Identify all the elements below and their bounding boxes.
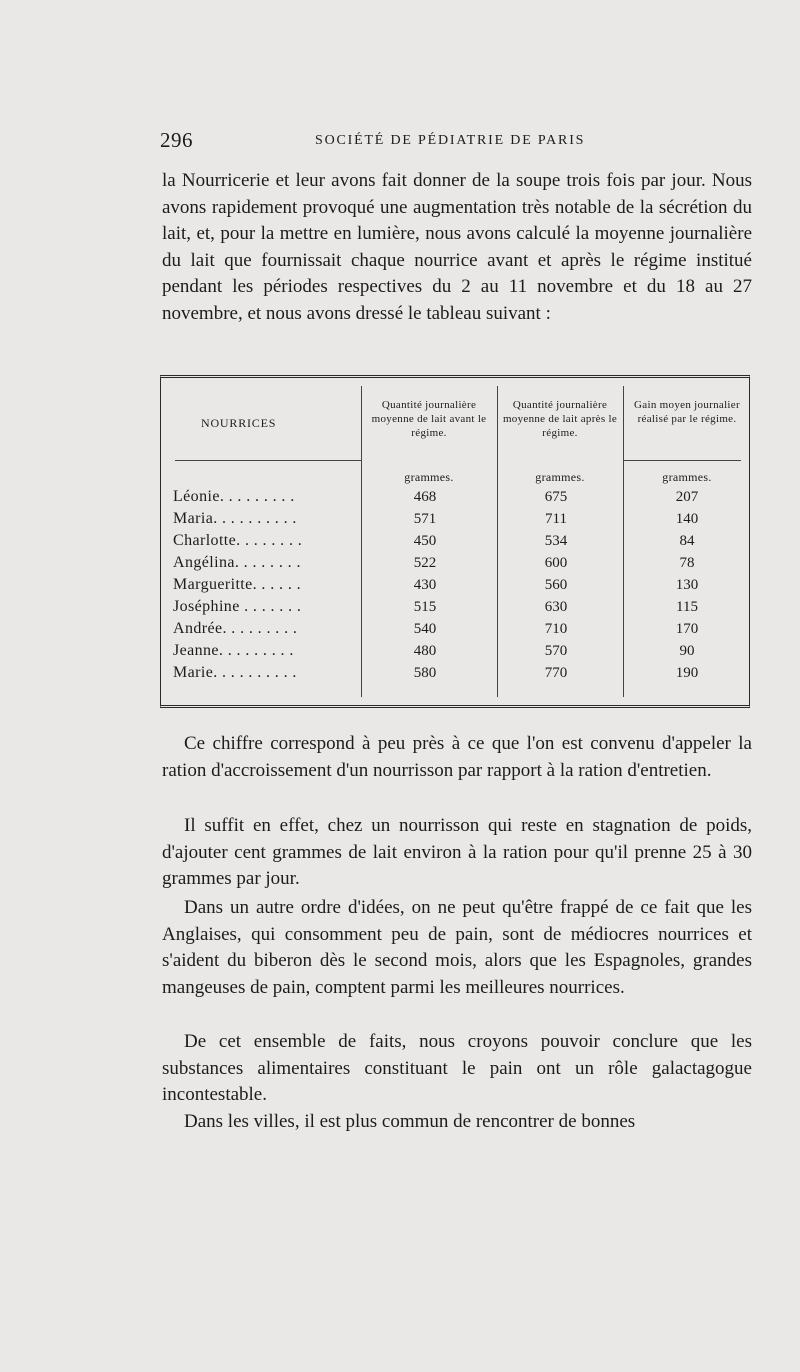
table-row bbox=[161, 620, 751, 642]
header-gain: Gain moyen journalier réalisé par le régime. bbox=[634, 399, 740, 425]
table-row bbox=[161, 598, 751, 620]
value-after: 710 bbox=[544, 621, 568, 637]
value-before: 580 bbox=[413, 665, 437, 681]
value-before: 468 bbox=[413, 489, 437, 505]
value-gain: 190 bbox=[675, 665, 699, 681]
nurse-name: Léonie. . . . . . . . . bbox=[173, 488, 295, 505]
page-header bbox=[160, 128, 752, 158]
page-number: 296 bbox=[160, 128, 193, 152]
unit-label: grammes. bbox=[535, 470, 585, 484]
value-before: 430 bbox=[413, 577, 437, 593]
table-rule bbox=[175, 460, 361, 461]
header-nourrices: NOURRICES bbox=[201, 416, 277, 430]
table-rule bbox=[623, 460, 741, 461]
value-before: 515 bbox=[413, 599, 437, 615]
table-row bbox=[161, 510, 751, 532]
value-gain: 130 bbox=[675, 577, 699, 593]
value-before: 540 bbox=[413, 621, 437, 637]
nurse-name: Andrée. . . . . . . . . bbox=[173, 620, 298, 637]
running-title: SOCIÉTÉ DE PÉDIATRIE DE PARIS bbox=[315, 133, 586, 148]
paragraph-intro: la Nourricerie et leur avons fait donner de la soupe trois fois par jour. Nous avons rapidement provoqué une augmentation très notable de la sécrétion du lait, et, pour la mettre en lumière, nous avons calculé la moyenne journalière du lait que fournissait chaque nourrice avant et après le régime institué pendant les périodes respectives du 2 au 11 novembre et du 18 au 27 novembre, et nous avons dressé le tableau suivant : bbox=[162, 170, 752, 324]
value-after: 560 bbox=[544, 577, 568, 593]
nurse-name: Marie. . . . . . . . . . bbox=[173, 664, 297, 681]
value-before: 450 bbox=[413, 533, 437, 549]
value-before: 480 bbox=[413, 643, 437, 659]
nurse-name: Jeanne. . . . . . . . . bbox=[173, 642, 294, 659]
paragraph-cities bbox=[162, 1109, 752, 1136]
value-after: 600 bbox=[544, 555, 568, 571]
unit-label: grammes. bbox=[404, 470, 454, 484]
paragraph-english-spanish bbox=[162, 895, 752, 1001]
value-gain: 84 bbox=[679, 533, 695, 549]
value-after: 711 bbox=[545, 511, 567, 527]
value-after: 570 bbox=[544, 643, 568, 659]
table-row bbox=[161, 532, 751, 554]
unit-label: grammes. bbox=[662, 470, 712, 484]
nurse-name: Maria. . . . . . . . . . bbox=[173, 510, 297, 527]
paragraph-ration bbox=[162, 731, 752, 784]
nurse-name: Margueritte. . . . . . bbox=[173, 576, 302, 593]
nurse-name: Joséphine . . . . . . . bbox=[173, 598, 302, 615]
value-after: 770 bbox=[544, 665, 568, 681]
paragraph-text: De cet ensemble de faits, nous croyons pouvoir conclure que les substances alimentaires constituant le pain ont un rôle galactagogue incontestable. bbox=[162, 1031, 752, 1106]
table-row bbox=[161, 576, 751, 598]
table-row bbox=[161, 642, 751, 664]
paragraph-text: Dans un autre ordre d'idées, on ne peut qu'être frappé de ce fait que les Anglaises, qui consomment peu de pain, sont de médiocres nourrices et s'aident du biberon dès le second mois, alors que les Espagnoles, grandes mangeuses de pain, comptent parmi les meilleures nourrices. bbox=[162, 897, 752, 998]
value-before: 522 bbox=[413, 555, 437, 571]
table-row bbox=[161, 488, 751, 510]
value-gain: 115 bbox=[676, 599, 698, 615]
value-gain: 207 bbox=[675, 489, 699, 505]
value-after: 534 bbox=[544, 533, 568, 549]
value-after: 630 bbox=[544, 599, 568, 615]
milk-yield-table bbox=[160, 375, 750, 708]
paragraph-effect bbox=[162, 813, 752, 893]
value-gain: 78 bbox=[679, 555, 695, 571]
paragraph-text: Il suffit en effet, chez un nourrisson qui reste en stagnation de poids, d'ajouter cent grammes de lait environ à la ration pour qu'il prenne 25 à 30 grammes par jour. bbox=[162, 815, 752, 890]
nurse-name: Angélina. . . . . . . . bbox=[173, 554, 301, 571]
header-after: Quantité journalière moyenne de lait après le régime. bbox=[502, 399, 618, 439]
value-gain: 170 bbox=[675, 621, 699, 637]
paragraph-text: Dans les villes, il est plus commun de rencontrer de bonnes bbox=[184, 1111, 636, 1132]
value-after: 675 bbox=[544, 489, 568, 505]
paragraph-conclusion bbox=[162, 1029, 752, 1109]
value-gain: 90 bbox=[679, 643, 695, 659]
value-gain: 140 bbox=[675, 511, 699, 527]
table-row bbox=[161, 664, 751, 686]
table-row bbox=[161, 554, 751, 576]
paragraph-text: Ce chiffre correspond à peu près à ce que l'on est convenu d'appeler la ration d'accroissement d'un nourrisson par rapport à la ration d'entretien. bbox=[162, 733, 752, 781]
header-before: Quantité journalière moyenne de lait avant le régime. bbox=[371, 399, 487, 439]
nurse-name: Charlotte. . . . . . . . bbox=[173, 532, 303, 549]
value-before: 571 bbox=[413, 511, 437, 527]
